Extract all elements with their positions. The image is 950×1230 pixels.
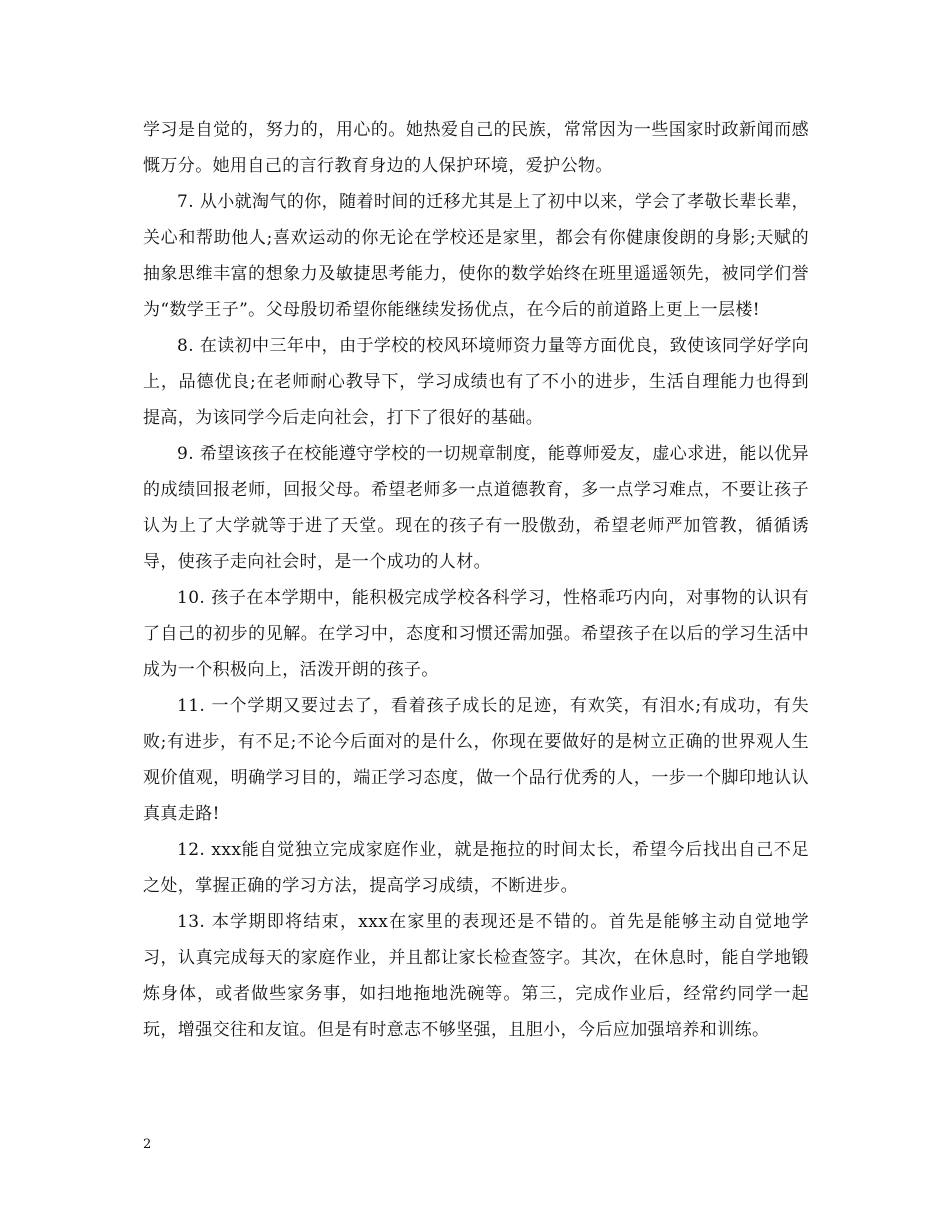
paragraph-item-8: 8. 在读初中三年中，由于学校的校风环境师资力量等方面优良，致使该同学好学向上，品德优良;在老师耐心教导下，学习成绩也有了不小的进步，生活自理能力也得到提高，为该同学今后走向社会，打下了很好的基础。 [143,336,809,428]
paragraph-continued: 学习是自觉的，努力的，用心的。她热爱自己的民族，常常因为一些国家时政新闻而感慨万分。她用自己的言行教育身边的人保护环境，爱护公物。 [143,120,809,176]
paragraph-item-12: 12. xxx能自觉独立完成家庭作业，就是拖拉的时间太长，希望今后找出自己不足之处，掌握正确的学习方法，提高学习成绩，不断进步。 [143,840,809,896]
paragraph-item-9: 9. 希望该孩子在校能遵守学校的一切规章制度，能尊师爱友，虚心求进，能以优异的成绩回报老师，回报父母。希望老师多一点道德教育，多一点学习难点，不要让孩子认为上了大学就等于进了天堂。现在的孩子有一股傲劲，希望老师严加管教，循循诱导，使孩子走向社会时，是一个成功的人材。 [143,444,809,572]
page-number: 2 [143,1137,152,1152]
paragraph-item-10: 10. 孩子在本学期中，能积极完成学校各科学习，性格乖巧内向，对事物的认识有了自己的初步的见解。在学习中，态度和习惯还需加强。希望孩子在以后的学习生活中成为一个积极向上，活泼开朗的孩子。 [143,588,809,680]
paragraph-item-7: 7. 从小就淘气的你，随着时间的迁移尤其是上了初中以来，学会了孝敬长辈长辈，关心和帮助他人;喜欢运动的你无论在学校还是家里，都会有你健康俊朗的身影;天赋的抽象思维丰富的想象力及敏捷思考能力，使你的数学始终在班里遥遥领先，被同学们誉为“数学王子”。父母殷切希望你能继续发扬优点，在今后的前道路上更上一层楼! [143,192,809,320]
paragraph-item-11: 11. 一个学期又要过去了，看着孩子成长的足迹，有欢笑，有泪水;有成功，有失败;有进步，有不足;不论今后面对的是什么，你现在要做好的是树立正确的世界观人生观价值观，明确学习目的，端正学习态度，做一个品行优秀的人，一步一个脚印地认认真真走路! [143,696,809,824]
paragraph-item-13: 13. 本学期即将结束，xxx在家里的表现还是不错的。首先是能够主动自觉地学习，认真完成每天的家庭作业，并且都让家长检查签字。其次，在休息时，能自学地锻炼身体，或者做些家务事，如扫地拖地洗碗等。第三，完成作业后，经常约同学一起玩，增强交往和友谊。但是有时意志不够坚强，且胆小，今后应加强培养和训练。 [143,912,809,1040]
document-body [143,112,809,1048]
